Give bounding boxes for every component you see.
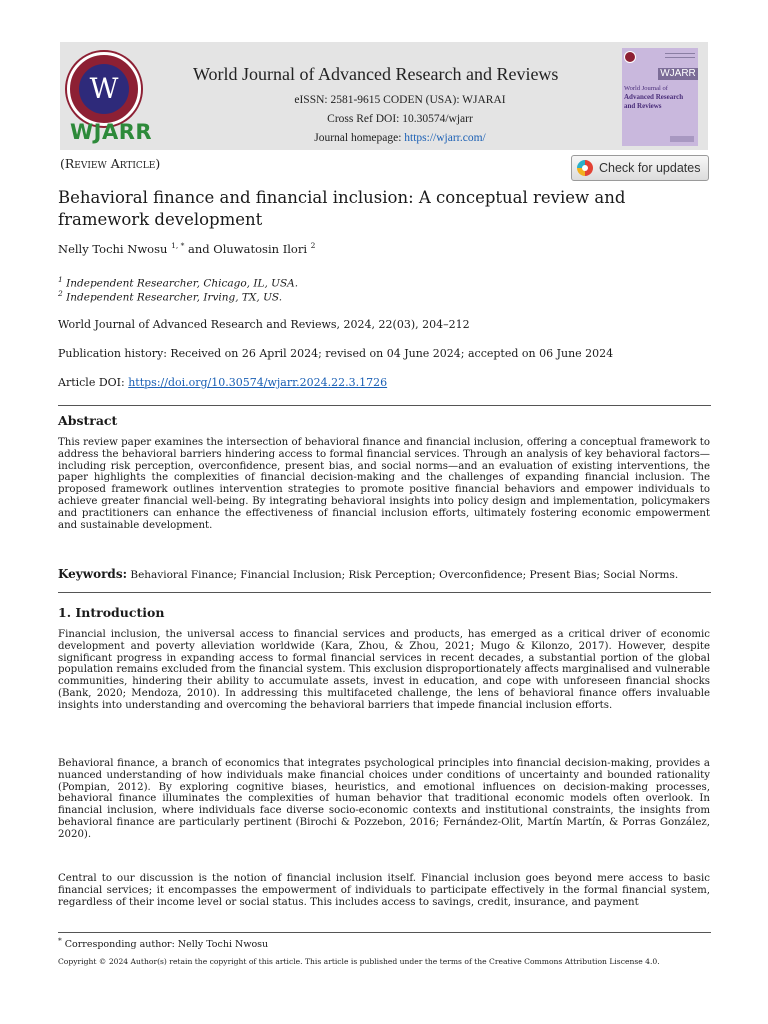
copyright-notice: Copyright © 2024 Author(s) retain the copyright of this article. This article is published under the terms of the Creative Commons Attribution Liscense 4.0. [58, 957, 660, 966]
keywords-text: Behavioral Finance; Financial Inclusion; Risk Perception; Overconfidence; Present Bias; Social Norms. [127, 569, 679, 581]
homepage-label: Journal homepage: [314, 132, 405, 144]
article-doi-link[interactable]: https://doi.org/10.30574/wjarr.2024.22.3.1726 [128, 376, 388, 389]
paper-title: Behavioral finance and financial inclusion: A conceptual review and framework development [58, 188, 626, 229]
cover-logo-icon [624, 51, 636, 63]
affiliation-2-text: Independent Researcher, Irving, TX, US. [62, 291, 283, 304]
publication-history: Publication history: Received on 26 April 2024; revised on 04 June 2024; accepted on 06 June 2024 [58, 347, 614, 360]
article-type: (Review Article) [60, 156, 161, 171]
introduction-paragraph-3: Central to our discussion is the notion of financial inclusion itself. Financial inclusion goes beyond mere access to basic financial services; it encompasses the empowerment of individuals to participate effectively in the formal financial system, regardless of their income level or social status. This includes access to savings, credit, insurance, and payment [58, 873, 710, 908]
affiliation-1 [58, 275, 298, 290]
corresponding-author-footnote [58, 936, 268, 950]
eissn-line: eISSN: 2581-9615 CODEN (USA): WJARAI [294, 94, 506, 106]
divider [58, 405, 711, 406]
crossref-doi-line: Cross Ref DOI: 10.30574/wjarr [327, 113, 473, 125]
journal-info [200, 91, 600, 148]
affiliation-1-text: Independent Researcher, Chicago, IL, USA. [62, 277, 299, 290]
cover-issn-line [665, 53, 695, 54]
logo-text: WJARR [70, 120, 153, 144]
article-doi-label: Article DOI: [58, 376, 129, 389]
article-doi [58, 376, 387, 389]
homepage-line [200, 129, 600, 148]
journal-title: World Journal of Advanced Research and Reviews [193, 64, 559, 84]
introduction-paragraph-1: Financial inclusion, the universal access to financial services and products, has emerged as a critical driver of economic development and poverty alleviation worldwide (Kara, Zhou, & Zhou, 2021; Mugo & Kilonzo, 2017). However, despite significant progress in expanding access to formal financial services in recent decades, a substantial portion of the global population remains excluded from the financial system. This exclusion disproportionately affects marginalised and vulnerable communities, hindering their ability to accumulate assets, invest in education, and cope with unforeseen financial shocks (Bank, 2020; Mendoza, 2010). In addressing this multifaceted challenge, the lens of behavioral finance offers invaluable insights into understanding and overcoming the behavioral barriers that impede financial inclusion efforts. [58, 629, 710, 711]
logo-letter: W [79, 64, 129, 114]
crossmark-icon [577, 160, 593, 176]
introduction-heading: 1. Introduction [58, 605, 165, 620]
cover-title-pre: World Journal of [624, 85, 668, 92]
cover-title-main: Advanced Research and Reviews [624, 93, 684, 110]
footnote-text: Corresponding author: Nelly Tochi Nwosu [61, 939, 269, 951]
divider [58, 932, 711, 933]
affiliation-1-marker: 1 [58, 275, 63, 284]
journal-cover-thumbnail [622, 48, 698, 146]
keywords-label: Keywords: [58, 567, 128, 581]
citation-line: World Journal of Advanced Research and Reviews, 2024, 22(03), 204–212 [58, 318, 470, 331]
cover-coden-line [665, 57, 695, 58]
abstract-text: This review paper examines the intersection of behavioral finance and financial inclusion, offering a conceptual framework to address the behavioral barriers hindering access to formal financial services. Through an analysis of key behavioral factors—including risk perception, overconfidence, present bias, and social norms—and an evaluation of existing interventions, the paper highlights the complexities of financial decision-making and the challenges of expanding financial inclusion. The proposed framework outlines intervention strategies to promote positive financial behaviors and empower individuals to achieve greater financial well-being. By integrating behavioral insights into policy design and implementation, policymakers and practitioners can enhance the effectiveness of financial inclusion efforts, ultimately fostering economic empowerment and sustainable development. [58, 437, 710, 531]
cover-abbreviation: WJARR [658, 68, 698, 80]
journal-header [60, 42, 708, 150]
cover-footer-mark [670, 136, 694, 142]
abstract-heading: Abstract [58, 413, 118, 428]
author-1[interactable]: Nelly Tochi Nwosu [58, 241, 172, 256]
author-2[interactable]: and Oluwatosin Ilori [184, 241, 311, 256]
homepage-link[interactable]: https://wjarr.com/ [404, 132, 486, 144]
author-2-affiliation: 2 [310, 241, 316, 250]
author-line [58, 241, 315, 256]
keywords [58, 567, 710, 581]
divider [58, 592, 711, 593]
affiliation-2 [58, 289, 282, 304]
cover-title [624, 85, 696, 111]
affiliation-2-marker: 2 [58, 289, 63, 298]
author-1-affiliation: 1, * [171, 241, 185, 250]
footnote-marker: * [58, 936, 62, 945]
check-for-updates-button[interactable] [571, 155, 709, 181]
introduction-paragraph-2: Behavioral finance, a branch of economics that integrates psychological principles into financial decision-making, provides a nuanced understanding of how individuals make financial choices under conditions of uncertainty and bounded rationality (Pompian, 2012). By exploring cognitive biases, heuristics, and emotional influences on decision-making processes, behavioral finance illuminates the complexities of human behavior that traditional economic models often overlook. In financial inclusion, where individuals face diverse socio-economic contexts and institutional constraints, the insights from behavioral finance are particularly pertinent (Birochi & Pozzebon, 2016; Fernández-Olit, Martín Martín, & Porras González, 2020). [58, 758, 710, 840]
check-for-updates-label: Check for updates [599, 161, 701, 175]
journal-logo [67, 52, 141, 126]
